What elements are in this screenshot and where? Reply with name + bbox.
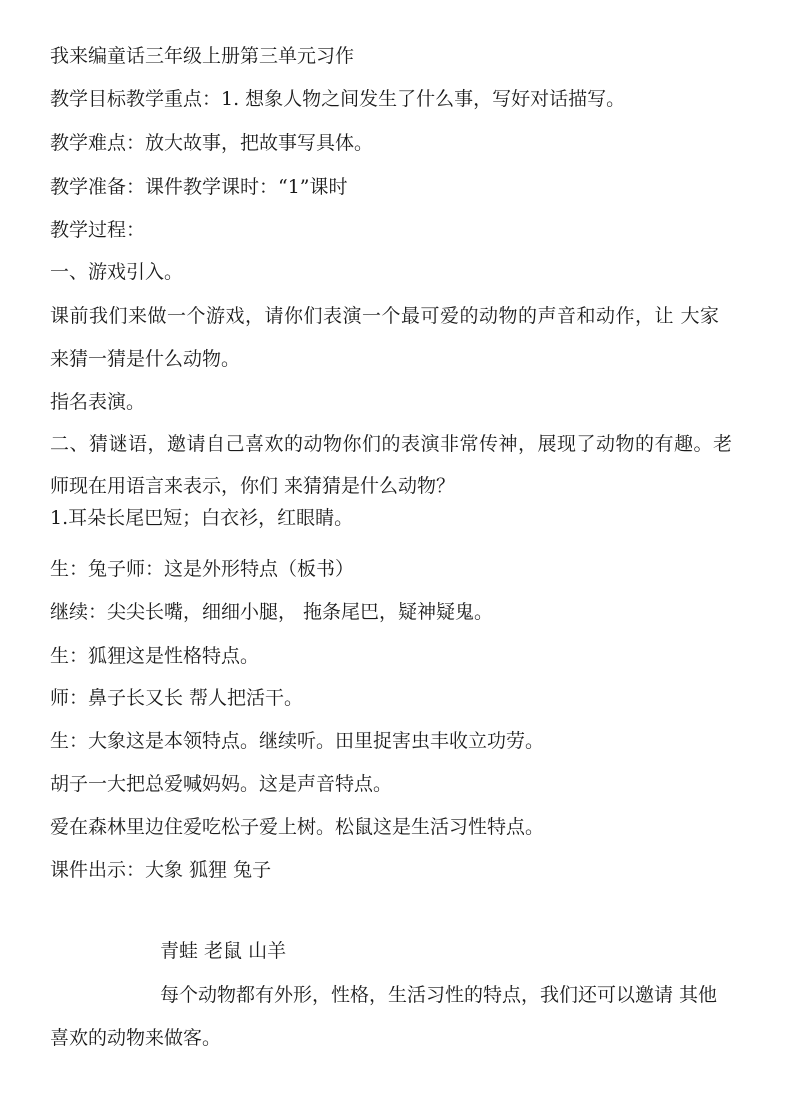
section-1-heading: 一、游戏引入。 [50,261,184,283]
section-2-line-2: 师现在用语言来表示，你们 来猜猜是什么动物？ [50,475,456,497]
teaching-difficulty: 教学难点：放大故事，把故事写具体。 [50,132,374,154]
section-2-line-1: 二、猜谜语，邀请自己喜欢的动物你们的表演非常传神，展现了动物的有趣。老 [50,433,733,455]
courseware-display: 课件出示：大象 狐狸 兔子 [50,859,272,881]
teaching-prep: 教学准备：课件教学课时：“1”课时 [50,176,348,198]
section-1-paragraph-2: 指名表演。 [50,391,146,413]
courseware-animals-2: 青蛙 老鼠 山羊 [160,940,287,962]
section-1-paragraph-line-2: 来猜一猜是什么动物。 [50,348,241,370]
teaching-goal: 教学目标教学重点：1. 想象人物之间发生了什么事，写好对话描写。 [50,88,626,110]
answer-fox: 生：狐狸这是性格特点。 [50,645,260,667]
doc-title: 我来编童话三年级上册第三单元习作 [50,45,355,67]
process-heading: 教学过程： [50,219,146,241]
riddle-squirrel: 爱在森林里边住爱吃松子爱上树。松鼠这是生活习性特点。 [50,816,545,838]
answer-rabbit: 生：兔子师：这是外形特点（板书） [50,558,355,580]
riddle-frog: 胡子一大把总爱喊妈妈。这是声音特点。 [50,773,393,795]
riddle-1: 1.耳朵长尾巴短；白衣衫，红眼睛。 [50,507,354,529]
section-1-paragraph-line-1: 课前我们来做一个游戏，请你们表演一个最可爱的动物的声音和动作，让 大家 [50,305,720,327]
summary-line-1: 每个动物都有外形，性格，生活习性的特点，我们还可以邀请 其他 [160,984,718,1006]
teacher-riddle: 师：鼻子长又长 帮人把活干。 [50,687,304,709]
summary-line-2: 喜欢的动物来做客。 [50,1027,222,1049]
riddle-continue: 继续：尖尖长嘴，细细小腿， 拖条尾巴，疑神疑鬼。 [50,601,494,623]
answer-elephant: 生：大象这是本领特点。继续听。田里捉害虫丰收立功劳。 [50,730,545,752]
